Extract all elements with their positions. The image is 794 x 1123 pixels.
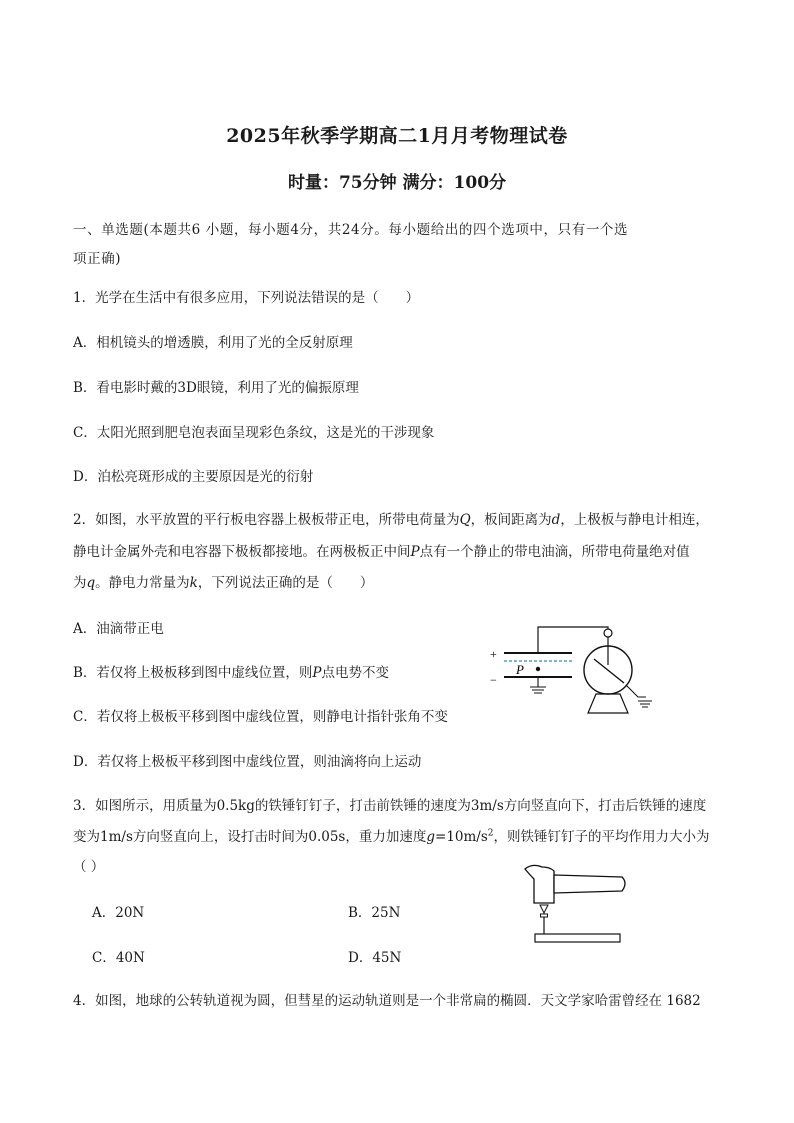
- q3-exponent: 2: [487, 828, 494, 839]
- section-heading-line2: 项正确): [73, 251, 122, 267]
- q2-var-P: P: [410, 544, 420, 560]
- question-2-option-d: D．若仅将上极板平移到图中虚线位置，则油滴将向上运动: [73, 754, 422, 770]
- exam-subtitle: 时量：75分钟 满分：100分: [287, 173, 507, 193]
- question-3-option-c: C．40N: [92, 950, 145, 966]
- exam-title: 2025年秋季学期高二1月月考物理试卷: [226, 125, 568, 147]
- question-3-stem-line3: （ ）: [73, 859, 105, 875]
- question-1-option-c: C．太阳光照到肥皂泡表面呈现彩色条纹，这是光的干涉现象: [73, 425, 435, 441]
- question-2-stem-line1: [73, 511, 709, 529]
- q2-text: 。静电力常量为: [95, 575, 190, 591]
- q2-var-d: d: [551, 512, 561, 528]
- question-2-option-b: [73, 664, 389, 682]
- section-heading-line1: 一、单选题(本题共6 小题，每小题4分，共24分。每小题给出的四个选项中，只有一个选: [73, 222, 629, 238]
- point-p-label: P: [516, 662, 524, 677]
- question-2-option-a: A．油滴带正电: [73, 621, 164, 637]
- q2-var-q: q: [86, 575, 96, 591]
- question-3-stem-line2: [73, 828, 710, 846]
- question-1-option-d: D．泊松亮斑形成的主要原因是光的衍射: [73, 469, 314, 485]
- q2-text: ，上极板与静电计相连，: [560, 512, 709, 528]
- question-1-option-a: A．相机镜头的增透膜，利用了光的全反射原理: [73, 335, 353, 351]
- q2-var-Q: Q: [459, 512, 471, 528]
- q2-text: ，下列说法正确的是（ ）: [197, 575, 374, 591]
- q2-text: 为: [73, 575, 87, 591]
- q3-text: =10m/s: [435, 829, 488, 845]
- q2-var-P: P: [312, 665, 322, 681]
- q2-text: 点有一个静止的带电油滴，所带电荷量绝对值: [419, 544, 690, 560]
- question-2-stem-line3: [73, 574, 373, 592]
- question-1-stem: 1．光学在生活中有很多应用，下列说法错误的是（ ）: [73, 290, 420, 306]
- q2-text: 2．如图，水平放置的平行板电容器上极板带正电，所带电荷量为: [73, 512, 460, 528]
- capacitor-electrometer-figure: [480, 615, 660, 720]
- q3-var-g: g: [426, 829, 436, 845]
- question-2-option-c: C．若仅将上极板平移到图中虚线位置，则静电计指针张角不变: [73, 709, 448, 725]
- q2-text: B．若仅将上极板移到图中虚线位置，则: [73, 665, 313, 681]
- oil-drop: [536, 667, 540, 671]
- q2-var-k: k: [189, 575, 198, 591]
- question-3-option-b: B．25N: [348, 905, 401, 921]
- q2-text: ，板间距离为: [470, 512, 552, 528]
- q3-text: ，则铁锤钉钉子的平均作用力大小为: [493, 829, 710, 845]
- hammer-nail-figure: [520, 855, 635, 950]
- question-4-stem-line1: 4．如图，地球的公转轨道视为圆，但彗星的运动轨道则是一个非常扁的椭圆．天文学家哈雷曾经在 1682: [73, 993, 701, 1009]
- q2-text: 点电势不变: [321, 665, 390, 681]
- question-1-option-b: B．看电影时戴的3D眼镜，利用了光的偏振原理: [73, 380, 359, 396]
- question-3-stem-line1: 3．如图所示，用质量为0.5kg的铁锤钉钉子，打击前铁锤的速度为3m/s方向竖直向下，打击后铁锤的速度: [73, 798, 707, 814]
- question-3-option-a: A．20N: [92, 905, 145, 921]
- question-2-stem-line2: [73, 543, 690, 561]
- question-3-option-d: D．45N: [348, 950, 402, 966]
- q3-text: 变为1m/s方向竖直向上，设打击时间为0.05s，重力加速度: [73, 829, 427, 845]
- plus-label: +: [490, 647, 497, 661]
- minus-label: −: [490, 673, 497, 687]
- q2-text: 静电计金属外壳和电容器下极板都接地。在两极板正中间: [73, 544, 411, 560]
